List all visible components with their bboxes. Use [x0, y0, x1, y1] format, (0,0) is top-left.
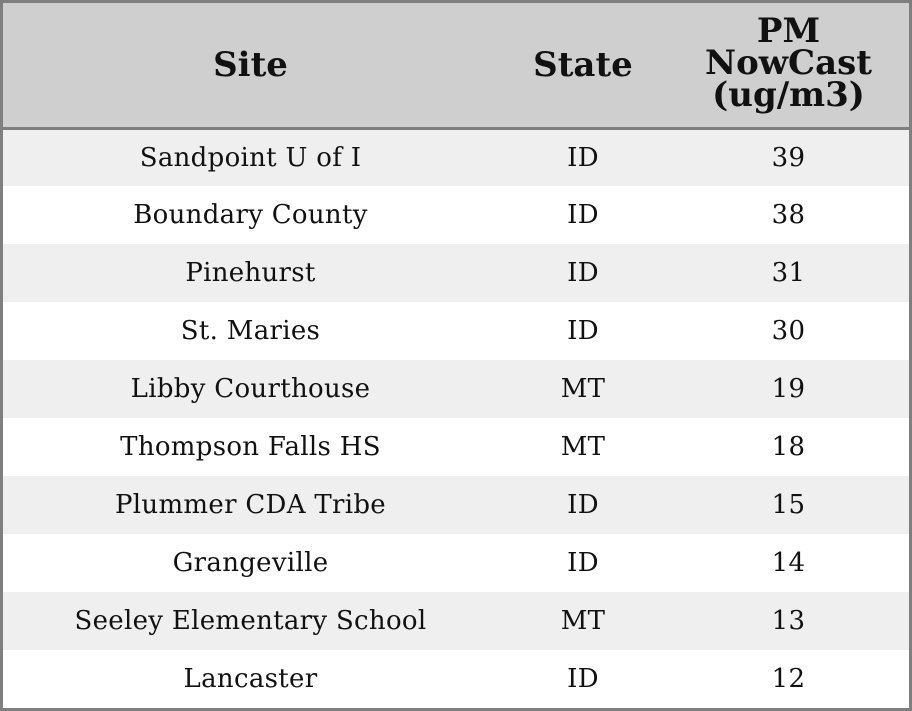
table-row: [3, 534, 909, 592]
pm-cell: 13: [771, 606, 806, 636]
state-cell: ID: [567, 200, 599, 230]
table-row: [3, 476, 909, 534]
state-cell: ID: [567, 142, 599, 173]
pm-cell: 19: [771, 374, 806, 404]
pm-cell: 31: [771, 258, 806, 288]
site-cell: Seeley Elementary School: [74, 606, 427, 636]
table-row: [3, 244, 909, 302]
table-row: [3, 128, 909, 186]
table-row: [3, 592, 909, 650]
table-header: [3, 3, 909, 128]
site-cell: Libby Courthouse: [130, 374, 371, 404]
state-column-header: State: [498, 3, 668, 128]
state-cell: MT: [560, 432, 606, 462]
table-row: [3, 418, 909, 476]
state-cell: MT: [560, 606, 606, 636]
site-cell: Thompson Falls HS: [120, 432, 381, 462]
table-row: [3, 302, 909, 360]
pm-cell: 30: [771, 316, 806, 346]
table-body: [3, 128, 909, 708]
state-cell: ID: [567, 548, 599, 578]
site-cell: St. Maries: [180, 316, 321, 346]
state-cell: ID: [567, 664, 599, 694]
site-cell: Lancaster: [183, 664, 318, 694]
pm-nowcast-column-header: PM NowCast (ug/m3): [668, 3, 909, 128]
pm-cell: 14: [771, 548, 806, 578]
state-cell: ID: [567, 490, 599, 520]
header-row: [3, 3, 909, 128]
table-row: [3, 650, 909, 708]
pm-cell: 39: [771, 142, 806, 173]
site-cell: Sandpoint U of I: [139, 142, 362, 173]
state-cell: ID: [567, 258, 599, 288]
site-cell: Grangeville: [172, 548, 329, 578]
site-cell: Plummer CDA Tribe: [115, 490, 386, 520]
site-column-header: Site: [3, 3, 498, 128]
pm-cell: 38: [771, 200, 806, 230]
state-cell: MT: [560, 374, 606, 404]
pm-cell: 18: [771, 432, 806, 462]
state-cell: ID: [567, 316, 599, 346]
table-row: [3, 186, 909, 244]
pm-cell: 12: [771, 664, 806, 694]
pm-cell: 15: [771, 490, 806, 520]
pm-nowcast-table: [3, 3, 909, 708]
site-cell: Pinehurst: [185, 258, 316, 288]
table-row: [3, 360, 909, 418]
site-cell: Boundary County: [133, 200, 368, 230]
